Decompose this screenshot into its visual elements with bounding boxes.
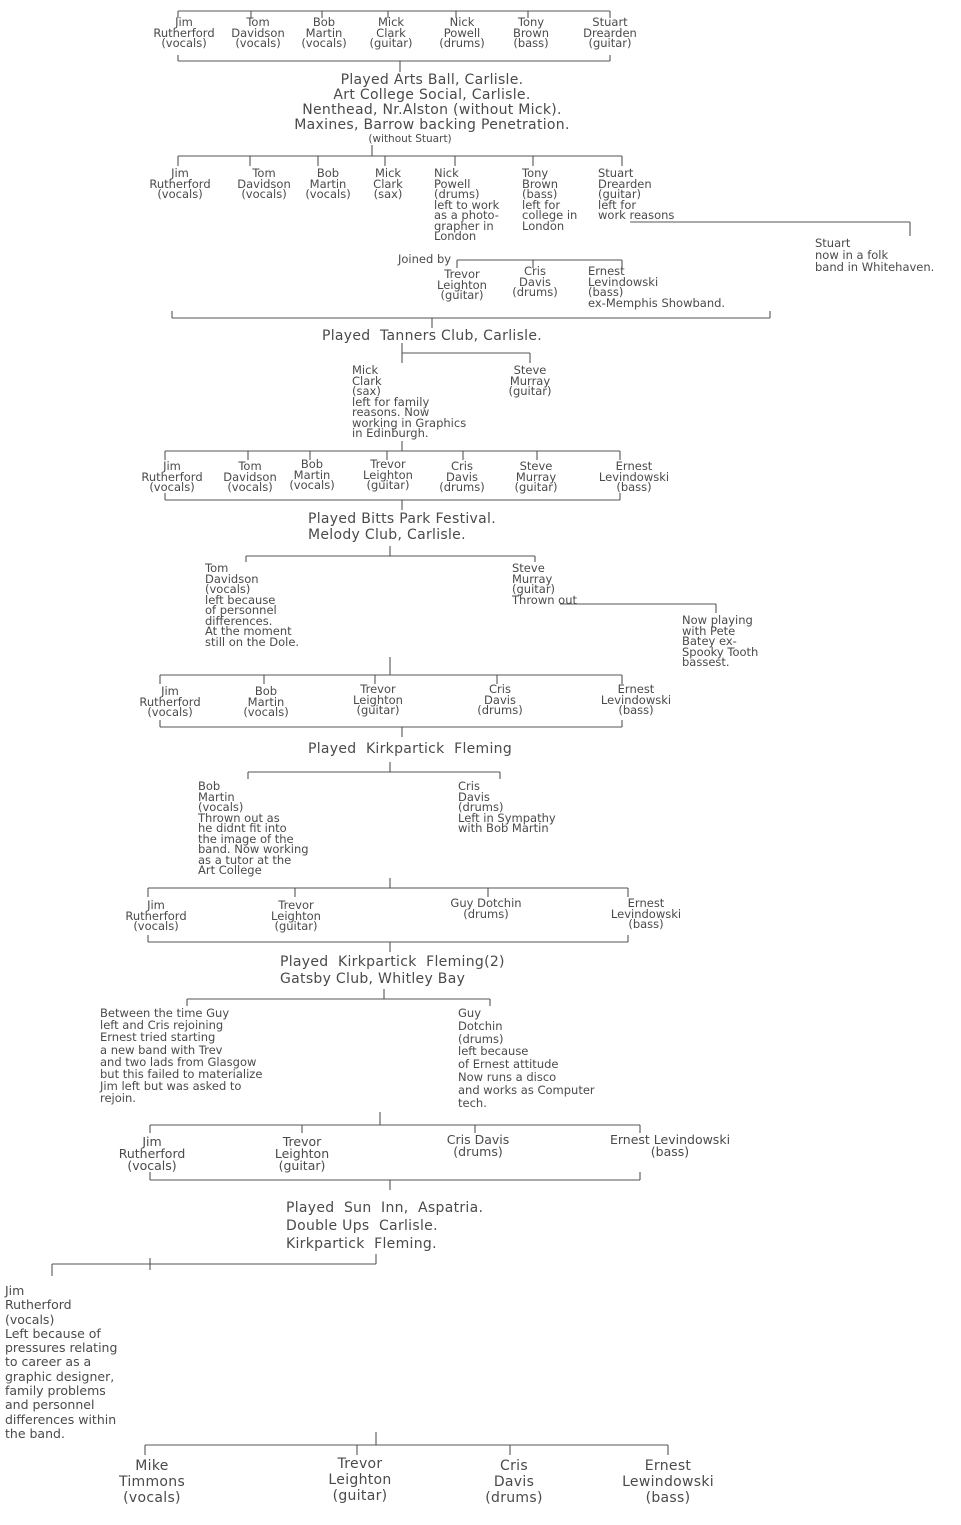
- member-ernest-levindowski: Ernest Levindowski (bass): [598, 459, 670, 494]
- member-ernest-levindowski: Ernest Levindowski (bass) ex-Memphis Showband.: [588, 264, 726, 310]
- member-trevor-leighton: Trevor Leighton (guitar): [353, 682, 403, 717]
- left-guy-dotchin: Guy Dotchin (drums) left because of Ernest attitude Now runs a disco and works as Computer tech.: [458, 1006, 595, 1110]
- member-tony-brown: Tony Brown (bass) left for college in London: [522, 166, 578, 233]
- member-mike-timmons: Mike Timmons (vocals): [118, 1458, 186, 1506]
- member-bob-martin: Bob Martin (vocals): [305, 166, 351, 201]
- member-tom-davidson: Tom Davidson (vocals): [237, 166, 291, 201]
- member-trevor-leighton: Trevor Leighton (guitar): [271, 898, 321, 933]
- member-jim-rutherford: Jim Rutherford (vocals): [141, 459, 203, 494]
- member-cris-davis: Cris Davis (drums): [477, 682, 523, 717]
- gigs-lineup-5: Played Kirkpartick Fleming(2) Gatsby Club, Whitley Bay: [280, 954, 505, 987]
- new-member-steve-murray: Steve Murray (guitar): [508, 363, 552, 398]
- member-jim-rutherford: Jim Rutherford (vocals): [153, 15, 215, 50]
- member-trevor-leighton: Trevor Leighton (guitar): [363, 457, 413, 492]
- member-mick-clark: Mick Clark (guitar): [369, 15, 413, 50]
- member-nick-powell: Nick Powell (drums) left to work as a photo- grapher in London: [434, 166, 500, 243]
- gigs-lineup-4: Played Kirkpartick Fleming: [307, 741, 513, 757]
- member-guy-dotchin: Guy Dotchin (drums): [450, 896, 522, 921]
- gigs-lineup-3: Played Bitts Park Festival. Melody Club, Carlisle.: [308, 511, 496, 543]
- member-mick-clark: Mick Clark (sax): [373, 166, 403, 201]
- left-mick-clark: Mick Clark (sax) left for family reasons. Now working in Graphics in Edinburgh.: [352, 363, 467, 440]
- member-cris-davis: Cris Davis (drums): [439, 459, 485, 494]
- member-ernest-lewindowski: Ernest Lewindowski (bass): [622, 1458, 714, 1506]
- member-bob-martin: Bob Martin (vocals): [289, 457, 335, 492]
- member-trevor-leighton: Trevor Leighton (guitar): [328, 1456, 392, 1504]
- member-stuart-drearden: Stuart Drearden (guitar): [583, 15, 637, 50]
- out-bob-martin: Bob Martin (vocals) Thrown out as he didnt fit into the image of the band. Now working as a tutor at the Art College: [198, 779, 309, 877]
- member-nick-powell: Nick Powell (drums): [439, 15, 485, 50]
- member-bob-martin: Bob Martin (vocals): [301, 15, 347, 50]
- member-ernest-levindowski: Ernest Levindowski (bass): [610, 896, 682, 931]
- member-jim-rutherford: Jim Rutherford (vocals): [125, 898, 187, 933]
- member-cris-davis: Cris Davis (drums): [485, 1458, 543, 1506]
- gigs-lineup-1-note: (without Stuart): [368, 133, 452, 145]
- gigs-lineup-1: Played Arts Ball, Carlisle. Art College Social, Carlisle. Nenthead, Nr.Alston (without Mick). Maxines, Barrow backing Penetration.: [294, 72, 570, 133]
- member-cris-davis: Cris Davis (drums): [512, 264, 558, 299]
- member-steve-murray: Steve Murray (guitar): [514, 459, 558, 494]
- member-tom-davidson: Tom Davidson (vocals): [223, 459, 277, 494]
- member-jim-rutherford: Jim Rutherford (vocals): [118, 1134, 186, 1173]
- member-cris-davis: Cris Davis (drums): [446, 1132, 510, 1159]
- gigs-lineup-2: Played Tanners Club, Carlisle.: [321, 328, 543, 344]
- left-tom-davidson: Tom Davidson (vocals) left because of personnel differences. At the moment still on the Dole.: [205, 561, 300, 649]
- note-stuart: Stuart now in a folk band in Whitehaven.: [815, 236, 935, 274]
- member-stuart-drearden: Stuart Drearden (guitar) left for work reasons: [598, 166, 675, 222]
- left-jim-rutherford: Jim Rutherford (vocals) Left because of pressures relating to career as a graphic designer, family problems and personnel differences within the band.: [5, 1283, 118, 1441]
- member-tom-davidson: Tom Davidson (vocals): [231, 15, 285, 50]
- member-ernest-levindowski: Ernest Levindowski (bass): [600, 682, 672, 717]
- gigs-lineup-6: Played Sun Inn, Aspatria. Double Ups Carlisle. Kirkpartick Fleming.: [286, 1200, 484, 1252]
- out-steve-murray: Steve Murray (guitar) Thrown out: [512, 561, 578, 607]
- member-ernest-levindowski: Ernest Levindowski (bass): [609, 1132, 731, 1159]
- member-tony-brown: Tony Brown (bass): [512, 15, 550, 50]
- note-steve-murray: Now playing with Pete Batey ex- Spooky Tooth bassest.: [682, 613, 759, 669]
- left-cris-davis: Cris Davis (drums) Left in Sympathy with Bob Martin: [458, 779, 556, 835]
- member-bob-martin: Bob Martin (vocals): [243, 684, 289, 719]
- joined-by-label: Joined by: [398, 252, 452, 266]
- member-trevor-leighton: Trevor Leighton (guitar): [437, 267, 487, 302]
- member-jim-rutherford: Jim Rutherford (vocals): [139, 684, 201, 719]
- member-trevor-leighton: Trevor Leighton (guitar): [274, 1134, 330, 1173]
- member-jim-rutherford: Jim Rutherford (vocals): [149, 166, 211, 201]
- note-interim-period: Between the time Guy left and Cris rejoining Ernest tried starting a new band with Trev and two lads from Glasgow but this failed to materialize Jim left but was asked to rejoin.: [100, 1006, 263, 1106]
